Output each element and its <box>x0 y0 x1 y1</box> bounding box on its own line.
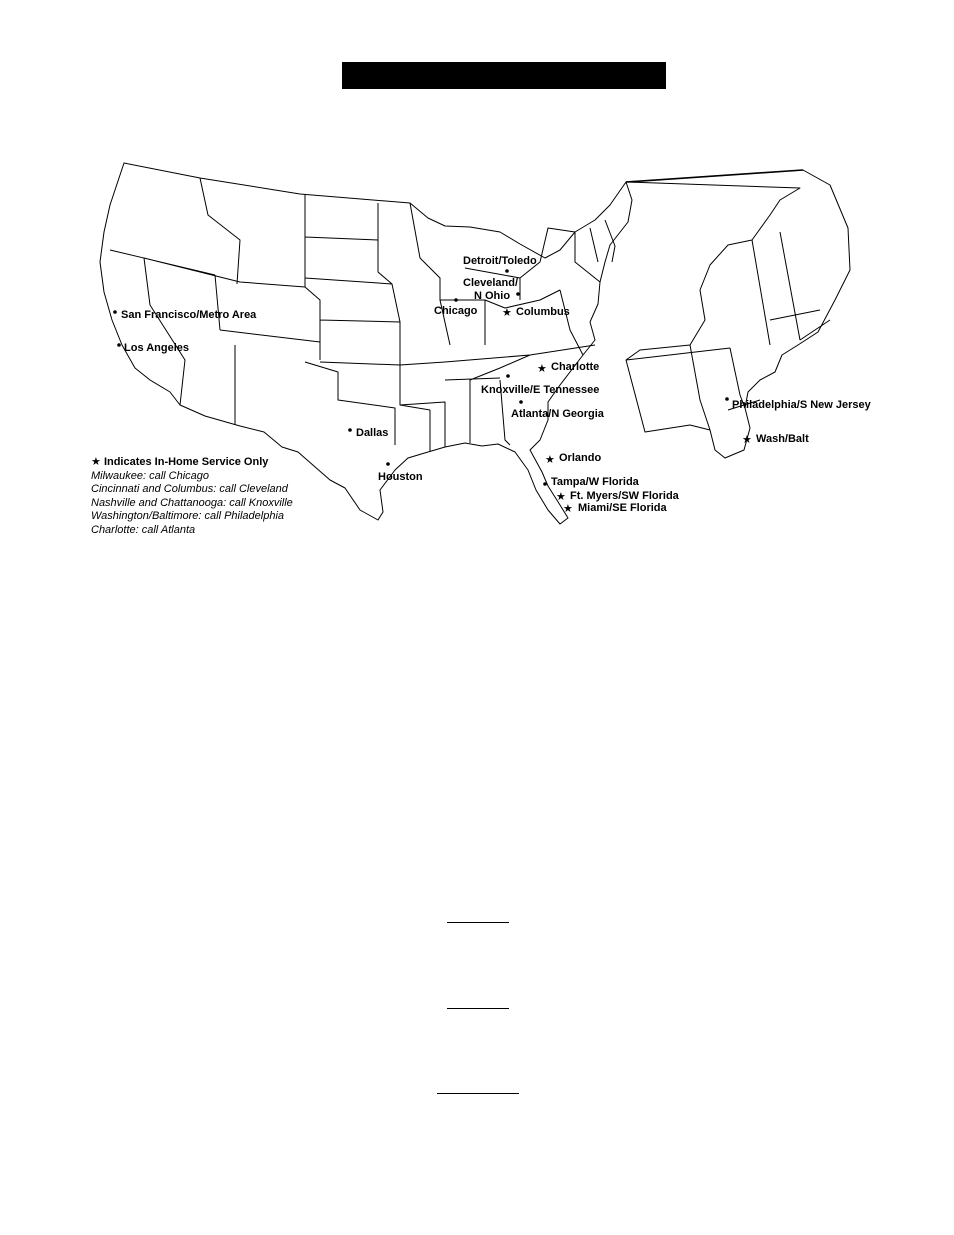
city-label-los-angeles: Los Angeles <box>124 342 189 354</box>
city-dot-san-francisco <box>113 310 117 314</box>
divider-line <box>447 922 509 923</box>
city-label-miami: Miami/SE Florida <box>578 502 667 514</box>
northeast-inset <box>626 170 850 458</box>
divider-line <box>437 1093 519 1094</box>
inset-border <box>626 170 803 182</box>
star-icon-orlando: ★ <box>545 454 555 466</box>
legend-note: Milwaukee: call Chicago <box>91 469 209 482</box>
city-dot-tampa <box>543 482 547 486</box>
city-dot-houston <box>386 462 390 466</box>
city-label-dallas: Dallas <box>356 427 389 439</box>
legend-header-text: Indicates In-Home Service Only <box>103 456 269 468</box>
city-dot-detroit <box>505 269 509 273</box>
city-label-detroit: Detroit/Toledo <box>463 255 537 267</box>
star-icon-charlotte: ★ <box>537 363 547 375</box>
city-label-houston: Houston <box>378 471 423 483</box>
city-label-ft-myers: Ft. Myers/SW Florida <box>570 490 679 502</box>
star-icon-wash-balt: ★ <box>742 434 752 446</box>
city-label-knoxville: Knoxville/E Tennessee <box>481 384 600 396</box>
city-label-columbus: Columbus <box>516 306 570 318</box>
city-dot-philadelphia <box>725 397 729 401</box>
city-dot-cleveland <box>516 292 520 296</box>
city-dot-knoxville <box>506 374 510 378</box>
legend-note: Nashville and Chattanooga: call Knoxville <box>91 496 293 509</box>
city-label-wash-balt: Wash/Balt <box>756 433 809 445</box>
city-label-atlanta: Atlanta/N Georgia <box>511 408 604 420</box>
city-label-chicago: Chicago <box>434 305 478 317</box>
city-dot-los-angeles <box>117 343 121 347</box>
city-dot-atlanta <box>519 400 523 404</box>
city-dot-dallas <box>348 428 352 432</box>
divider-line <box>447 1008 509 1009</box>
legend-note: Washington/Baltimore: call Philadelphia <box>91 510 285 523</box>
city-label-n-ohio: N Ohio <box>474 290 511 302</box>
star-icon-columbus: ★ <box>502 307 512 319</box>
star-icon-ft-myers: ★ <box>556 491 566 503</box>
city-label-tampa: Tampa/W Florida <box>551 476 639 488</box>
city-label-charlotte: Charlotte <box>551 361 600 373</box>
city-dot-chicago <box>454 298 458 302</box>
legend-note: Charlotte: call Atlanta <box>91 523 196 536</box>
legend-header <box>91 456 293 470</box>
star-icon-miami: ★ <box>563 503 573 515</box>
map-legend <box>91 456 293 538</box>
city-label-philadelphia: Philadelphia/S New Jersey <box>732 399 871 411</box>
legend-note: Cincinnati and Columbus: call Cleveland <box>91 483 288 496</box>
city-label-cleveland: Cleveland/ <box>463 277 519 289</box>
star-icon: ★ <box>91 456 101 468</box>
city-label-san-francisco: San Francisco/Metro Area <box>121 309 257 321</box>
city-label-orlando: Orlando <box>559 452 602 464</box>
